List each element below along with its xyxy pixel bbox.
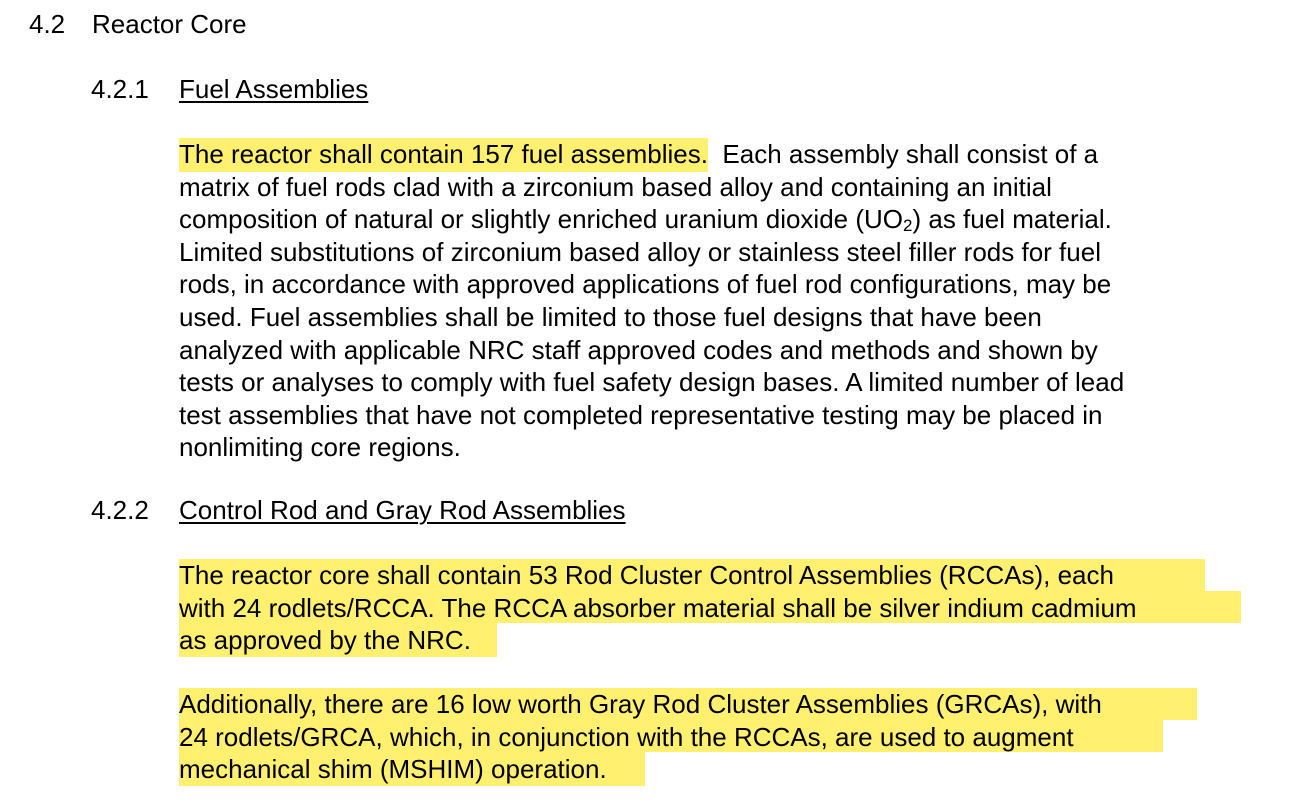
section-number: 4.2: [29, 9, 66, 39]
fuel-assemblies-paragraph: [179, 138, 1269, 464]
paragraph-line: analyzed with applicable NRC staff approved codes and methods and shown by: [179, 334, 1098, 365]
paragraph-line: as approved by the NRC.: [179, 625, 471, 656]
paragraph-line: used. Fuel assemblies shall be limited to those fuel designs that have been: [179, 301, 1042, 332]
paragraph-line: rods, in accordance with approved applications of fuel rod configurations, may be: [179, 269, 1112, 300]
paragraph-line: mechanical shim (MSHIM) operation.: [179, 754, 607, 785]
subsection-number: 4.2.1: [91, 74, 149, 104]
subsection-title: Fuel Assemblies: [179, 74, 369, 104]
paragraph-line: matrix of fuel rods clad with a zirconium based alloy and containing an initial: [179, 171, 1052, 202]
paragraph-line: Limited substitutions of zirconium based alloy or stainless steel filler rods for fuel: [179, 236, 1101, 267]
highlighted-sentence: The reactor shall contain 157 fuel assemblies.: [179, 138, 708, 172]
section-title: Reactor Core: [92, 9, 247, 39]
paragraph-line: 24 rodlets/GRCA, which, in conjunction with the RCCAs, are used to augment: [179, 721, 1074, 752]
subscript: 2: [903, 216, 913, 236]
paragraph-line: composition of natural or slightly enriched uranium dioxide $(UO_2)$ as fuel material.: [179, 204, 1112, 236]
subsection-number: 4.2.2: [91, 495, 149, 525]
paragraph-line: tests or analyses to comply with fuel safety design bases. A limited number of lead: [179, 367, 1125, 398]
paragraph-line: The reactor core shall contain 53 Rod Cluster Control Assemblies (RCCAs), each: [179, 560, 1114, 590]
subsection-title: Control Rod and Gray Rod Assemblies: [179, 495, 626, 525]
paragraph-line: nonlimiting core regions.: [179, 432, 461, 463]
paragraph-line: with 24 rodlets/RCCA. The RCCA absorber material shall be silver indium cadmium: [179, 592, 1137, 623]
paragraph-line: test assemblies that have not completed representative testing may be placed in: [179, 399, 1103, 430]
paragraph-line: Additionally, there are 16 low worth Gray Rod Cluster Assemblies (GRCAs), with: [179, 689, 1102, 719]
paragraph-line: The reactor shall contain 157 fuel assemblies. Each assembly shall consist of a: [179, 138, 1269, 171]
